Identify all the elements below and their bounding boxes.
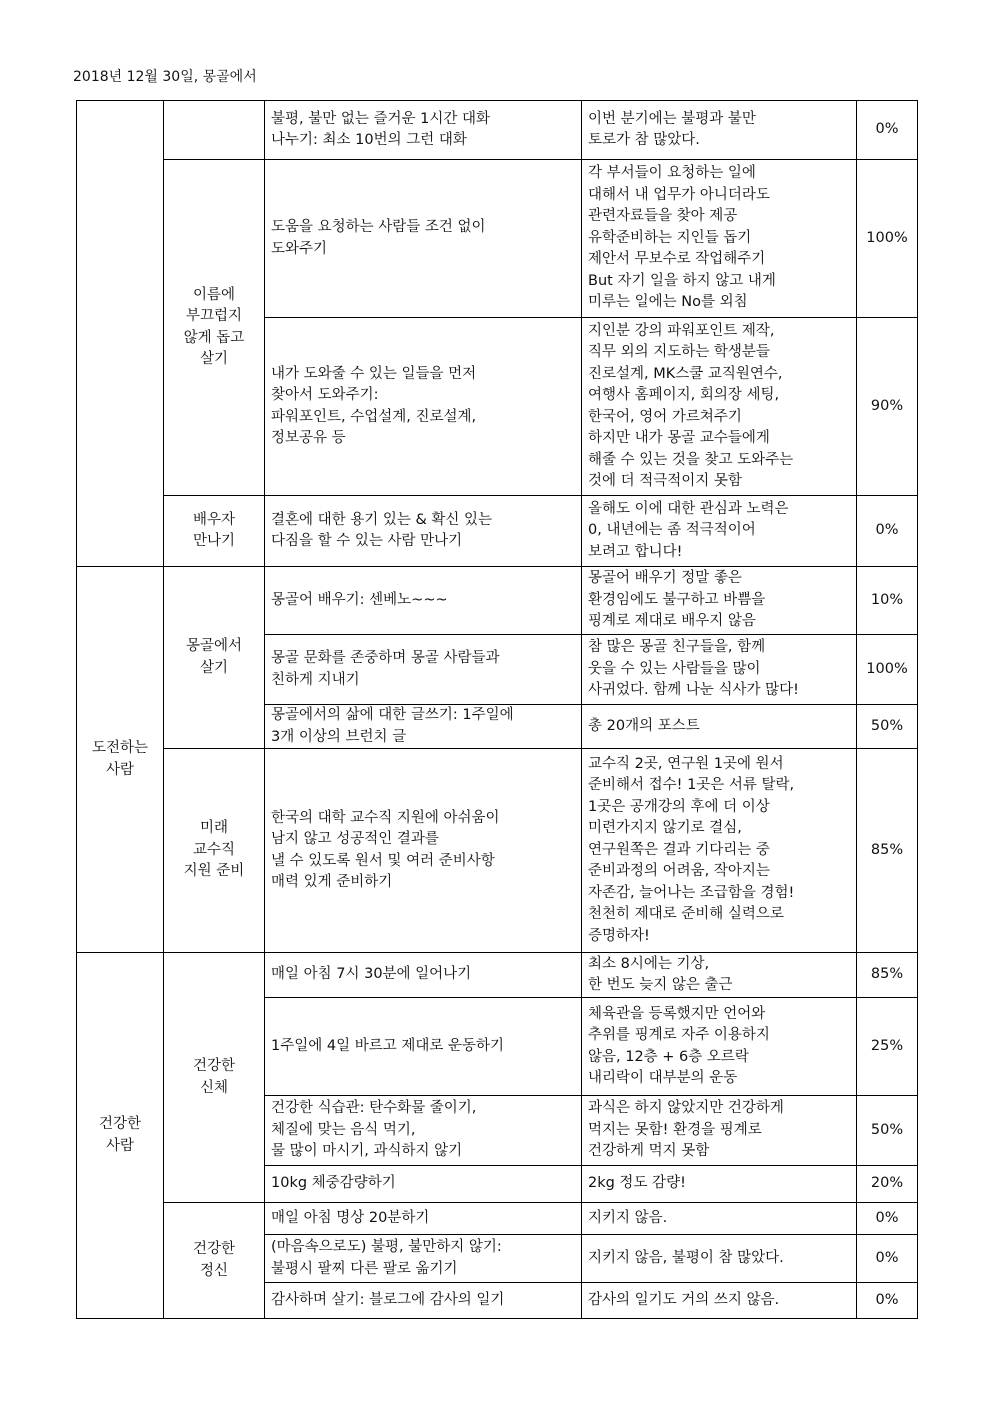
- result-cell: 감사의 일기도 거의 쓰지 않음.: [582, 1283, 857, 1319]
- rate-cell: 10%: [857, 567, 918, 635]
- goal-cell: 감사하며 살기: 블로그에 감사의 일기: [265, 1283, 582, 1319]
- result-cell: 각 부서들이 요청하는 일에 대해서 내 업무가 아니더라도 관련자료들을 찾아 제공 유학준비하는 지인들 돕기 제안서 무보수로 작업해주기 But 자기 일을 하지 않고 내게 미루는 일에는 No를 외침: [582, 160, 857, 318]
- goal-cell: 결혼에 대한 용기 있는 & 확신 있는 다짐을 할 수 있는 사람 만나기: [265, 496, 582, 567]
- table-row: [77, 749, 918, 953]
- goal-cell: 몽골어 배우기: 센베노~~~: [265, 567, 582, 635]
- result-cell: 총 20개의 포스트: [582, 705, 857, 749]
- goal-cell: (마음속으로도) 불평, 불만하지 않기: 불평시 팔찌 다른 팔로 옮기기: [265, 1235, 582, 1283]
- table-row: [77, 160, 918, 318]
- rate-cell: 0%: [857, 1283, 918, 1319]
- rate-cell: 100%: [857, 160, 918, 318]
- goal-cell: 도움을 요청하는 사람들 조건 없이 도와주기: [265, 160, 582, 318]
- result-cell: 지키지 않음.: [582, 1203, 857, 1235]
- subcategory-cell: 몽골에서 살기: [164, 567, 265, 749]
- result-cell: 과식은 하지 않았지만 건강하게 먹지는 못함! 환경을 핑계로 건강하게 먹지 못함: [582, 1096, 857, 1166]
- subcategory-cell: 배우자 만나기: [164, 496, 265, 567]
- rate-cell: 25%: [857, 998, 918, 1096]
- category-cell-empty: [77, 101, 164, 567]
- goal-cell: 건강한 식습관: 탄수화물 줄이기, 체질에 맞는 음식 먹기, 물 많이 마시기, 과식하지 않기: [265, 1096, 582, 1166]
- subcategory-cell: 건강한 정신: [164, 1203, 265, 1319]
- result-cell: 지인분 강의 파워포인트 제작, 직무 외의 지도하는 학생분들 진로설계, MK스쿨 교직원연수, 여행사 홈페이지, 회의장 세팅, 한국어, 영어 가르쳐주기 하지만 내가 몽골 교수들에게 해줄 수 있는 것을 찾고 도와주는 것에 더 적극적이지 못함: [582, 318, 857, 496]
- table-row: [77, 567, 918, 635]
- goal-cell: 불평, 불만 없는 즐거운 1시간 대화 나누기: 최소 10번의 그런 대화: [265, 101, 582, 160]
- rate-cell: 0%: [857, 1235, 918, 1283]
- rate-cell: 0%: [857, 496, 918, 567]
- subcategory-cell-empty: [164, 101, 265, 160]
- table-row: [77, 1203, 918, 1235]
- rate-cell: 50%: [857, 705, 918, 749]
- rate-cell: 85%: [857, 953, 918, 998]
- subcategory-cell: 이름에 부끄럽지 않게 돕고 살기: [164, 160, 265, 496]
- goal-cell: 10kg 체중감량하기: [265, 1166, 582, 1203]
- category-cell: 도전하는 사람: [77, 567, 164, 953]
- result-cell: 몽골어 배우기 정말 좋은 환경임에도 불구하고 바쁨을 핑계로 제대로 배우지 않음: [582, 567, 857, 635]
- result-cell: 이번 분기에는 불평과 불만 토로가 참 많았다.: [582, 101, 857, 160]
- goal-cell: 몽골 문화를 존중하며 몽골 사람들과 친하게 지내기: [265, 635, 582, 705]
- rate-cell: 0%: [857, 101, 918, 160]
- result-cell: 교수직 2곳, 연구원 1곳에 원서 준비해서 접수! 1곳은 서류 탈락, 1곳은 공개강의 후에 더 이상 미련가지지 않기로 결심, 연구원쪽은 결과 기다리는 중 준비과정의 어려움, 작아지는 자존감, 늘어나는 조급함을 경험! 천천히 제대로 준비해 실력으로 증명하자!: [582, 749, 857, 953]
- category-cell: 건강한 사람: [77, 953, 164, 1319]
- result-cell: 최소 8시에는 기상, 한 번도 늦지 않은 출근: [582, 953, 857, 998]
- result-cell: 지키지 않음, 불평이 참 많았다.: [582, 1235, 857, 1283]
- table-row: [77, 101, 918, 160]
- document-header: 2018년 12월 30일, 몽골에서: [73, 69, 257, 85]
- rate-cell: 90%: [857, 318, 918, 496]
- result-cell: 체육관을 등록했지만 언어와 추위를 핑계로 자주 이용하지 않음, 12층 + 6층 오르락 내리락이 대부분의 운동: [582, 998, 857, 1096]
- result-cell: 2kg 정도 감량!: [582, 1166, 857, 1203]
- table-row: [77, 953, 918, 998]
- subcategory-cell: 미래 교수직 지원 준비: [164, 749, 265, 953]
- goal-cell: 매일 아침 7시 30분에 일어나기: [265, 953, 582, 998]
- result-cell: 올해도 이에 대한 관심과 노력은 0, 내년에는 좀 적극적이어 보려고 합니다!: [582, 496, 857, 567]
- rate-cell: 20%: [857, 1166, 918, 1203]
- goal-cell: 몽골에서의 삶에 대한 글쓰기: 1주일에 3개 이상의 브런치 글: [265, 705, 582, 749]
- rate-cell: 0%: [857, 1203, 918, 1235]
- goal-cell: 매일 아침 명상 20분하기: [265, 1203, 582, 1235]
- subcategory-cell: 건강한 신체: [164, 953, 265, 1203]
- table-row: [77, 496, 918, 567]
- goal-cell: 내가 도와줄 수 있는 일들을 먼저 찾아서 도와주기: 파워포인트, 수업설계, 진로설계, 정보공유 등: [265, 318, 582, 496]
- goal-review-table: [76, 100, 918, 1319]
- rate-cell: 85%: [857, 749, 918, 953]
- rate-cell: 50%: [857, 1096, 918, 1166]
- goal-cell: 한국의 대학 교수직 지원에 아쉬움이 남지 않고 성공적인 결과를 낼 수 있도록 원서 및 여러 준비사항 매력 있게 준비하기: [265, 749, 582, 953]
- result-cell: 참 많은 몽골 친구들을, 함께 웃을 수 있는 사람들을 많이 사귀었다. 함께 나눈 식사가 많다!: [582, 635, 857, 705]
- rate-cell: 100%: [857, 635, 918, 705]
- goal-cell: 1주일에 4일 바르고 제대로 운동하기: [265, 998, 582, 1096]
